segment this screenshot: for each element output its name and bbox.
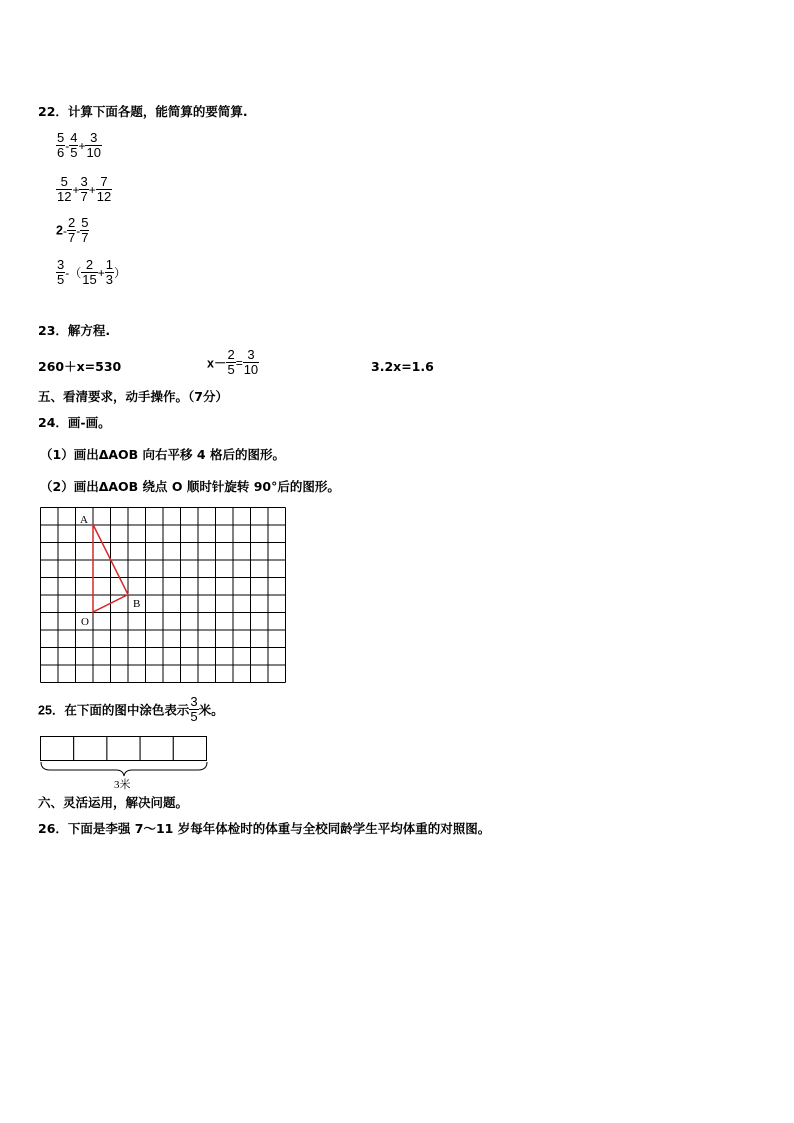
fraction: $\frac{4}{5}$	[70, 130, 78, 160]
q22-expr-3: 2- $\frac{2}{7}$ - $\frac{5}{7}$	[56, 215, 89, 245]
brace-label: 3米	[114, 779, 131, 791]
strip-cell	[74, 737, 107, 761]
q24-part-1: （1）画出ΔAOB 向右平移 4 格后的图形。	[40, 447, 285, 462]
equation-2: x－ $\frac{2}{5}$ = $\frac{3}{10}$	[207, 347, 259, 377]
q24-part-2: （2）画出ΔAOB 绕点 O 顺时针旋转 90°后的图形。	[40, 479, 340, 494]
fraction: $\frac{2}{7}$	[67, 215, 76, 245]
strip-cells	[41, 737, 207, 761]
fraction: $\frac{5}{6}$	[57, 130, 65, 160]
equation-3: 3.2x=1.6	[371, 359, 434, 374]
q22-expr-1: $\frac{5}{6}$ - $\frac{4}{5}$ + $\frac{3}{10}$	[57, 130, 101, 160]
fraction: $\frac{3}{7}$	[80, 174, 88, 204]
strip-cell	[107, 737, 140, 761]
fraction: $\frac{5}{12}$	[57, 174, 72, 204]
q24-title: 24．画-画。	[38, 415, 111, 430]
brace	[41, 762, 207, 776]
q26-title: 26．下面是李强 7～11 岁每年体检时的体重与全校同龄学生平均体重的对照图。	[38, 821, 491, 836]
section-5-heading: 五、看清要求，动手操作。（7分）	[38, 389, 228, 404]
fraction: $\frac{1}{3}$	[105, 257, 113, 287]
strip-cell	[140, 737, 173, 761]
q22-expr-4: $\frac{3}{5}$ -（ $\frac{2}{15}$ + $\frac{1}{3}$ ）	[57, 257, 126, 287]
q22-title: 22．计算下面各题，能简算的要简算.	[38, 104, 248, 119]
q25-title: 25．在下面的图中涂色表示 $\frac{3}{5}$ 米。	[38, 694, 224, 724]
fraction: $\frac{3}{5}$	[190, 694, 198, 724]
fraction: $\frac{5}{7}$	[81, 215, 89, 245]
fraction: $\frac{3}{10}$	[86, 130, 101, 160]
equation-1: 260＋x=530	[38, 359, 122, 374]
q22-expr-2: $\frac{5}{12}$ + $\frac{3}{7}$ + $\frac{7}{12}$	[57, 174, 112, 204]
q23-title: 23．解方程.	[38, 323, 111, 338]
strip-diagram	[40, 736, 210, 796]
strip-cell	[173, 737, 206, 761]
fraction: $\frac{2}{15}$	[82, 257, 97, 287]
fraction: $\frac{3}{5}$	[57, 257, 65, 287]
grid-lines	[41, 508, 286, 683]
fraction: $\frac{7}{12}$	[96, 174, 112, 204]
section-6-heading: 六、灵活运用，解决问题。	[38, 795, 189, 810]
label-b: B	[133, 598, 141, 610]
fraction: $\frac{2}{5}$	[227, 347, 235, 377]
label-a: A	[80, 514, 88, 526]
fraction: $\frac{3}{10}$	[243, 347, 259, 377]
label-o: O	[81, 616, 89, 628]
drawing-grid	[40, 507, 286, 684]
strip-cell	[41, 737, 74, 761]
